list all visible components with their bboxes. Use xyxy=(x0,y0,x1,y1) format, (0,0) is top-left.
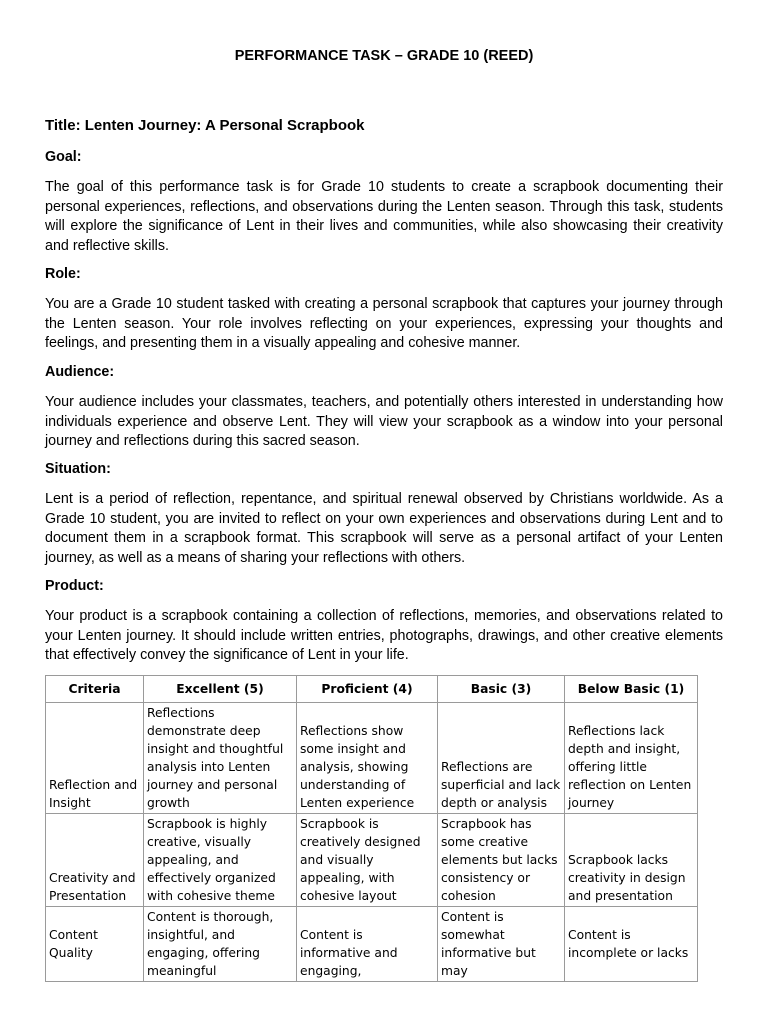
product-text: Your product is a scrapbook containing a collection of reflections, memories, and observations related to your Lenten journey. It should include written entries, photographs, drawings, and other creative elements that effectively convey the significance of Lent in your life. xyxy=(45,608,723,663)
excellent-cell: Scrapbook is highly creative, visually appealing, and effectively organized with cohesive theme xyxy=(144,814,297,907)
proficient-cell xyxy=(297,907,438,982)
table-row xyxy=(46,814,698,907)
excellent-text: Content is thorough, insightful, and engaging, offering meaningful xyxy=(147,910,274,978)
audience-text: Your audience includes your classmates, teachers, and potentially others interested in understanding how individuals experience and observe Lent. They will view your scrapbook as a window into your personal journey and reflections during this sacred season. xyxy=(45,394,723,449)
proficient-cell: Scrapbook is creatively designed and visually appealing, with cohesive layout xyxy=(297,814,438,907)
header-proficient: Proficient (4) xyxy=(297,676,438,703)
document-title: PERFORMANCE TASK – GRADE 10 (REED) xyxy=(234,48,534,64)
criteria-cell xyxy=(46,907,144,982)
header-criteria: Criteria xyxy=(46,676,144,703)
situation-text: Lent is a period of reflection, repentance, and spiritual renewal observed by Christians worldwide. As a Grade 10 student, you are invited to reflect on your own experiences and observations during Lent and to document them in a scrapbook format. This scrapbook will serve as a personal artifact of your Lenten journey, as well as a means of sharing your reflections with others. xyxy=(45,491,723,566)
criteria-cell: Creativity and Presentation xyxy=(46,814,144,907)
header-below-basic: Below Basic (1) xyxy=(565,676,698,703)
below-basic-text: Content is incomplete or lacks xyxy=(568,928,689,960)
proficient-cell: Reflections show some insight and analysis, showing understanding of Lenten experience xyxy=(297,703,438,814)
table-row xyxy=(46,703,698,814)
below-basic-cell xyxy=(565,907,698,982)
criteria-text: Content Quality xyxy=(49,928,98,960)
audience-heading: Audience: xyxy=(45,364,115,380)
basic-cell xyxy=(438,907,565,982)
task-title: Title: Lenten Journey: A Personal Scrapbook xyxy=(45,117,365,134)
basic-cell: Reflections are superficial and lack depth or analysis xyxy=(438,703,565,814)
header-basic: Basic (3) xyxy=(438,676,565,703)
role-text: You are a Grade 10 student tasked with creating a personal scrapbook that captures your journey through the Lenten season. Your role involves reflecting on your experiences, expressing your thoughts and feelings, and presenting them in a visually appealing and cohesive manner. xyxy=(45,296,723,351)
excellent-cell xyxy=(144,907,297,982)
proficient-text: Content is informative and engaging, xyxy=(300,928,398,978)
product-heading: Product: xyxy=(45,578,104,594)
goal-heading: Goal: xyxy=(45,149,82,165)
table-row xyxy=(46,907,698,982)
header-excellent: Excellent (5) xyxy=(144,676,297,703)
criteria-cell: Reflection and Insight xyxy=(46,703,144,814)
rubric-table xyxy=(45,675,698,982)
below-basic-cell: Reflections lack depth and insight, offering little reflection on Lenten journey xyxy=(565,703,698,814)
rubric-header-row xyxy=(46,676,698,703)
basic-text: Content is somewhat informative but may xyxy=(441,910,536,978)
role-heading: Role: xyxy=(45,266,81,282)
situation-heading: Situation: xyxy=(45,461,111,477)
basic-cell: Scrapbook has some creative elements but lacks consistency or cohesion xyxy=(438,814,565,907)
excellent-cell: Reflections demonstrate deep insight and thoughtful analysis into Lenten journey and personal growth xyxy=(144,703,297,814)
goal-text: The goal of this performance task is for Grade 10 students to create a scrapbook documenting their personal experiences, reflections, and observations during the Lenten season. Through this task, students will explore the significance of Lent in their lives and communities, while also showcasing their creativity and reflective skills. xyxy=(45,179,723,254)
below-basic-cell: Scrapbook lacks creativity in design and presentation xyxy=(565,814,698,907)
